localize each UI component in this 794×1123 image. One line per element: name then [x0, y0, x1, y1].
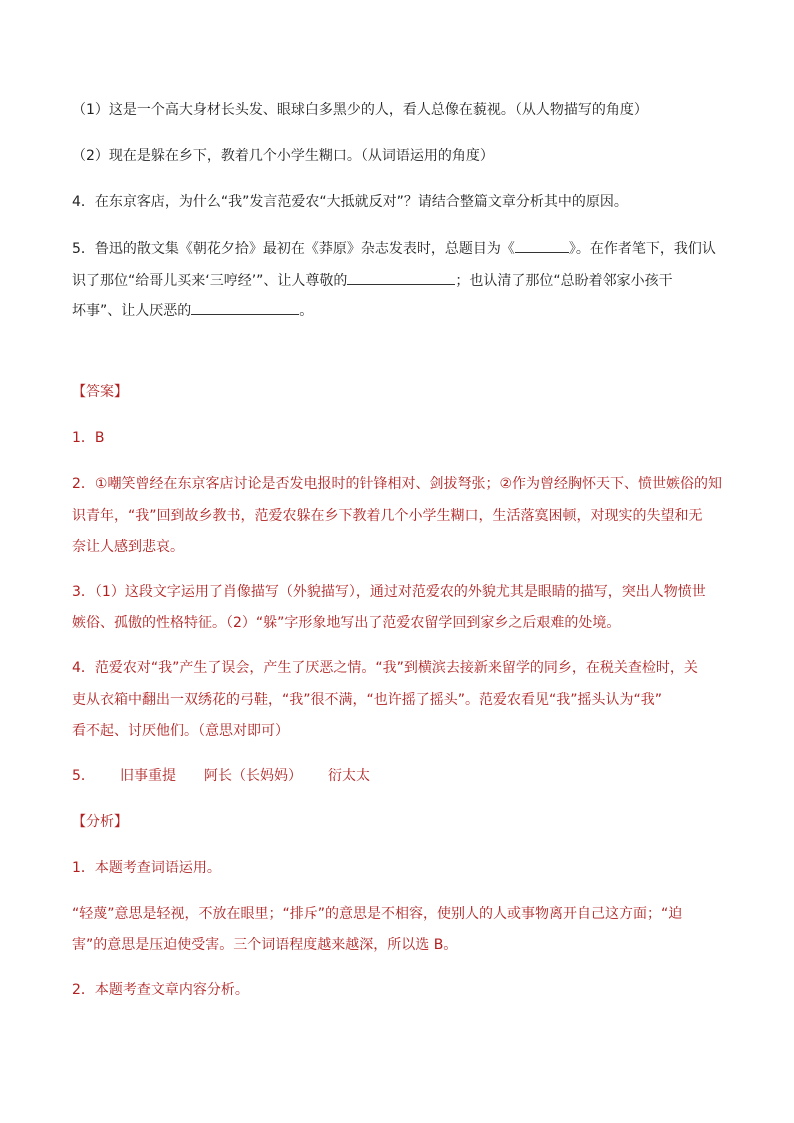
answer-4-line-3: 看不起、讨厌他们。（意思对即可）: [72, 723, 289, 739]
answer-4-line-2: 吏从衣箱中翻出一双绣花的弓鞋，“我”很不满，“也许摇了摇头”。范爱农看见“我”摇头认为“我”: [72, 692, 663, 708]
question-5-line-1: [72, 238, 732, 259]
answer-1: 1．B: [72, 430, 105, 446]
question-5-line-2: [72, 270, 732, 291]
answer-2-line-1: 2．①嘲笑曾经在东京客店讨论是否发电报时的针锋相对、剑拔弩张；②作为曾经胸怀天下、愤世嫉俗的知: [72, 476, 723, 492]
question-5-text-d: ；也认清了那位“总盼着邻家小孩干: [455, 273, 673, 289]
question-5-text-a: 5．鲁迅的散文集《朝花夕拾》最初在《莽原》杂志发表时，总题目为《: [72, 241, 515, 257]
answers-heading: 【答案】: [72, 384, 128, 400]
answer-5-value-2: 阿长（长妈妈）: [204, 768, 302, 784]
answer-5-number: 5．: [72, 768, 95, 784]
answer-2-line-2: 识青年，“我”回到故乡教书，范爱农躲在乡下教着几个小学生糊口，生活落寞困顿，对现实的失望和无: [72, 508, 703, 524]
answer-4-line-1: 4．范爱农对“我”产生了误会，产生了厌恶之情。“我”到横滨去接新来留学的同乡，在税关查检时，关: [72, 660, 698, 676]
question-5-line-3: [72, 300, 732, 321]
analysis-1-detail-line-1: “轻蔑”意思是轻视，不放在眼里；“排斥”的意思是不相容，使别人的人或事物离开自己这方面；“迫: [72, 906, 683, 922]
answer-5-value-3: 衍太太: [328, 768, 370, 784]
question-5-text-b: 》。在作者笔下，我们认: [568, 241, 716, 257]
question-4: 4．在东京客店，为什么“我”发言范爱农“大抵就反对”？请结合整篇文章分析其中的原因。: [72, 194, 628, 210]
answer-5: [72, 766, 732, 786]
answer-2-line-3: 奈让人感到悲哀。: [72, 539, 184, 555]
answer-blank-1[interactable]: [515, 238, 569, 253]
answer-3-line-1: 3．（1）这段文字运用了肖像描写（外貌描写），通过对范爱农的外貌尤其是眼睛的描写，突出人物愤世: [72, 584, 706, 600]
question-3-part-2: （2）现在是躲在乡下，教着几个小学生糊口。（从词语运用的角度）: [72, 148, 494, 164]
analysis-heading: 【分析】: [72, 814, 128, 830]
answer-blank-3[interactable]: [191, 300, 299, 315]
question-5-text-f: 。: [299, 303, 314, 319]
question-3-part-1: （1）这是一个高大身材长头发、眼球白多黑少的人，看人总像在藐视。（从人物描写的角度）: [72, 102, 648, 118]
question-5-text-c: 识了那位“给哥儿买来‘三哼经’”、让人尊敬的: [72, 273, 348, 289]
question-5-text-e: 坏事”、让人厌恶的: [72, 303, 192, 319]
answer-blank-2[interactable]: [347, 270, 455, 285]
analysis-1: 1．本题考查词语运用。: [72, 860, 221, 876]
analysis-2: 2．本题考查文章内容分析。: [72, 982, 249, 998]
analysis-1-detail-line-2: 害”的意思是压迫使受害。三个词语程度越来越深，所以选 B。: [72, 937, 458, 953]
answer-3-line-2: 嫉俗、孤傲的性格特征。（2）“躲”字形象地写出了范爱农留学回到家乡之后艰难的处境。: [72, 615, 621, 631]
answer-5-value-1: 旧事重提: [120, 768, 176, 784]
